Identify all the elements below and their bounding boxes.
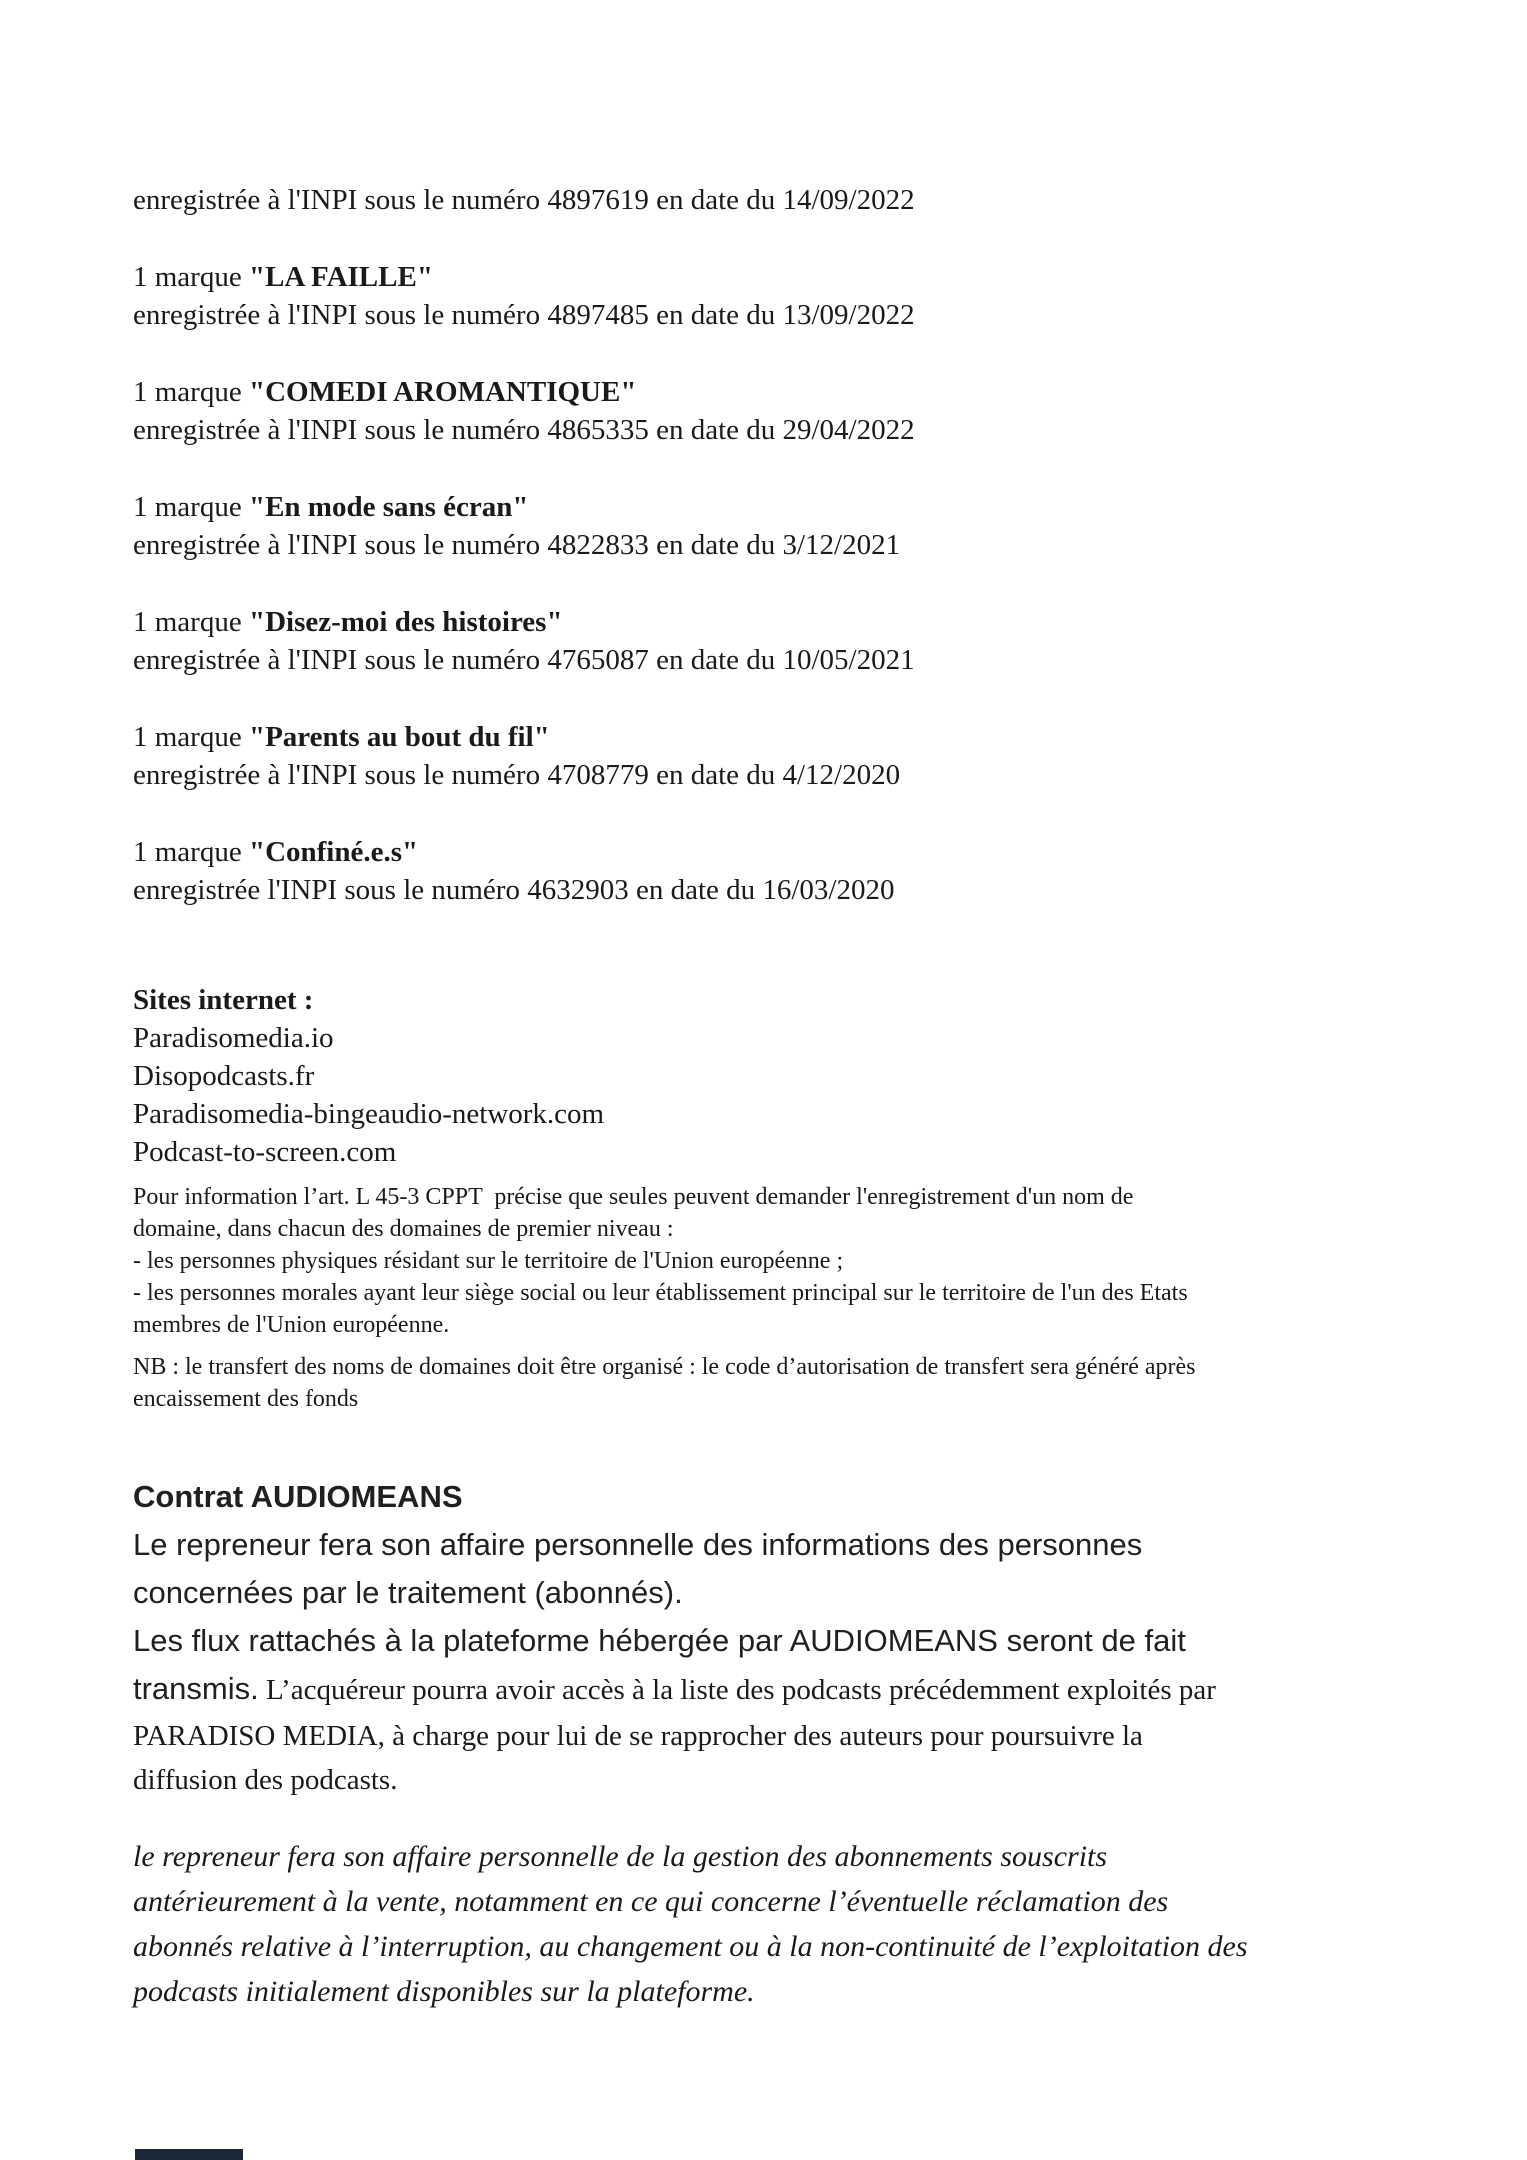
domain-info-line: Pour information l’art. L 45-3 CPPT précise que seules peuvent demander l'enregistrement d'un nom de — [133, 1184, 1134, 1210]
domain-info-paragraph — [133, 1181, 1527, 1341]
contract-line: Les flux rattachés à la plateforme hébergée par AUDIOMEANS seront de fait — [133, 1623, 1186, 1658]
trademark-prefix: 1 marque — [133, 261, 249, 293]
trademark-registration: enregistrée à l'INPI sous le numéro 4897619 en date du 14/09/2022 — [133, 184, 915, 216]
trademark-prefix: 1 marque — [133, 721, 249, 753]
trademark-prefix: 1 marque — [133, 491, 249, 523]
trademark-registration: enregistrée à l'INPI sous le numéro 4708779 en date du 4/12/2020 — [133, 759, 901, 791]
contract-heading: Contrat AUDIOMEANS — [133, 1479, 463, 1514]
subscriptions-paragraph — [133, 1834, 1527, 2014]
domain-info-line: domaine, dans chacun des domaines de premier niveau : — [133, 1216, 674, 1242]
contract-line: concernées par le traitement (abonnés). — [133, 1575, 683, 1610]
subscriptions-line: podcasts initialement disponibles sur la plateforme. — [133, 1975, 755, 2008]
trademark-name: "Parents au bout du fil" — [248, 721, 550, 753]
trademark-block — [133, 603, 1527, 679]
trademark-name: "Confiné.e.s" — [248, 836, 419, 868]
nb-note-line: NB : le transfert des noms de domaines doit être organisé : le code d’autorisation de transfert sera généré après — [133, 1354, 1196, 1380]
trademark-title — [133, 488, 1527, 526]
trademark-block — [133, 488, 1527, 564]
subscriptions-line: le repreneur fera son affaire personnelle de la gestion des abonnements souscrits — [133, 1840, 1108, 1873]
trademark-registration: enregistrée à l'INPI sous le numéro 4865335 en date du 29/04/2022 — [133, 414, 915, 446]
trademark-title — [133, 258, 1527, 296]
trademark-title — [133, 718, 1527, 756]
site-url: Paradisomedia.io — [133, 1022, 334, 1054]
trademark-block — [133, 373, 1527, 449]
trademark-registration: enregistrée à l'INPI sous le numéro 4822833 en date du 3/12/2021 — [133, 529, 901, 561]
subscriptions-line: antérieurement à la vente, notamment en ce qui concerne l’éventuelle réclamation des — [133, 1885, 1169, 1918]
trademark-name: "LA FAILLE" — [248, 261, 433, 293]
trademark-name: "Disez-moi des histoires" — [248, 606, 563, 638]
contract-mixed-serif: L’acquéreur pourra avoir accès à la liste des podcasts précédemment exploités par — [258, 1674, 1216, 1706]
trademark-registration: enregistrée l'INPI sous le numéro 4632903 en date du 16/03/2020 — [133, 874, 895, 906]
trademark-registration: enregistrée à l'INPI sous le numéro 4765087 en date du 10/05/2021 — [133, 644, 915, 676]
trademark-prefix: 1 marque — [133, 836, 249, 868]
trademark-registration: enregistrée à l'INPI sous le numéro 4897485 en date du 13/09/2022 — [133, 299, 915, 331]
trademark-prefix: 1 marque — [133, 376, 249, 408]
trademark-block — [133, 833, 1527, 909]
trademark-title — [133, 603, 1527, 641]
nb-note-line: encaissement des fonds — [133, 1386, 359, 1412]
sites-section — [133, 981, 1527, 1171]
trademark-name: "COMEDI AROMANTIQUE" — [248, 376, 637, 408]
contract-line: diffusion des podcasts. — [133, 1764, 398, 1796]
site-url: Disopodcasts.fr — [133, 1060, 315, 1092]
subscriptions-line: abonnés relative à l’interruption, au changement ou à la non-continuité de l’exploitation des — [133, 1930, 1248, 1963]
contract-line: PARADISO MEDIA, à charge pour lui de se rapprocher des auteurs pour poursuivre la — [133, 1720, 1143, 1752]
contract-mixed-line — [133, 1665, 1527, 1714]
domain-info-line: - les personnes physiques résidant sur le territoire de l'Union européenne ; — [133, 1248, 844, 1274]
contract-mixed-sans: transmis. — [133, 1671, 259, 1706]
contract-section — [133, 1473, 1527, 1802]
trademark-block — [133, 258, 1527, 334]
contract-line: Le repreneur fera son affaire personnelle des informations des personnes — [133, 1527, 1143, 1562]
next-page-content-edge — [135, 2149, 243, 2160]
trademark-name: "En mode sans écran" — [248, 491, 529, 523]
domain-info-line: membres de l'Union européenne. — [133, 1312, 450, 1338]
trademark-prefix: 1 marque — [133, 606, 249, 638]
trademark-block — [133, 718, 1527, 794]
trademark-intro-block — [133, 181, 1527, 219]
sites-heading: Sites internet : — [133, 984, 314, 1016]
site-url: Paradisomedia-bingeaudio-network.com — [133, 1098, 605, 1130]
trademark-title — [133, 833, 1527, 871]
nb-note-paragraph — [133, 1351, 1527, 1415]
trademark-title — [133, 373, 1527, 411]
domain-info-line: - les personnes morales ayant leur siège social ou leur établissement principal sur le territoire de l'un des Etats — [133, 1280, 1188, 1306]
site-url: Podcast-to-screen.com — [133, 1136, 397, 1168]
